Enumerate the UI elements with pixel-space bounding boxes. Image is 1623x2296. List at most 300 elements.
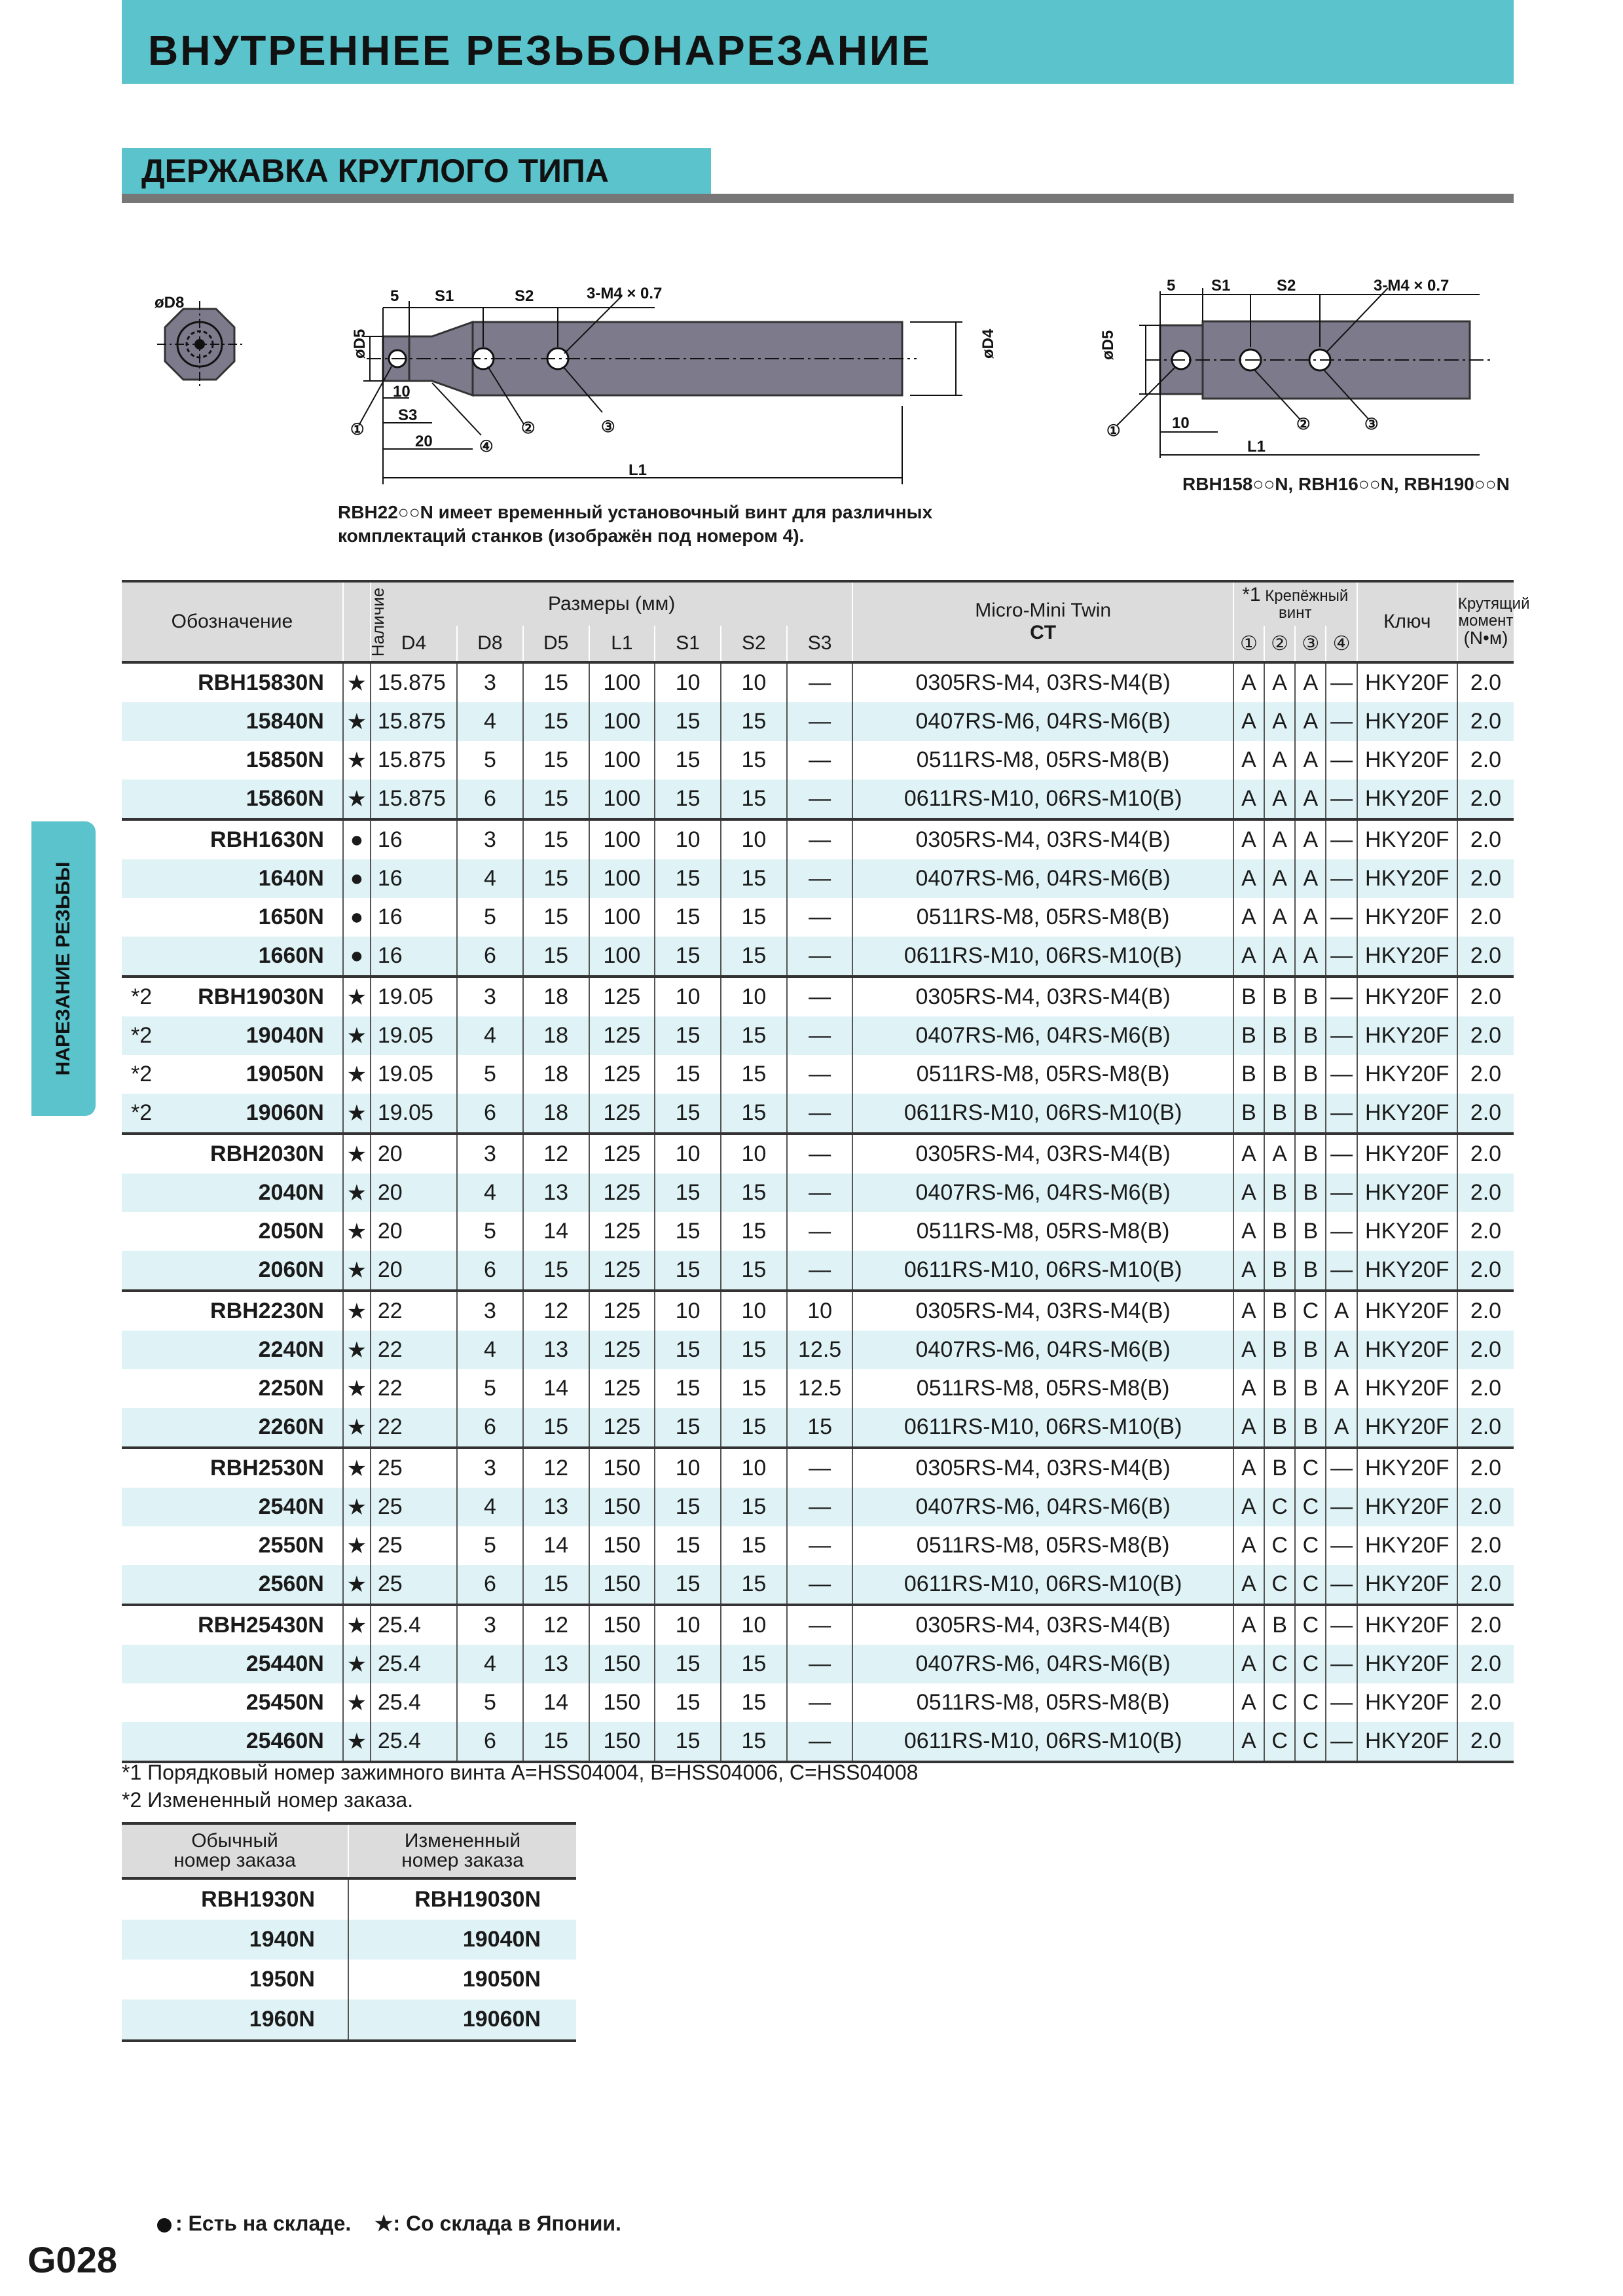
cell-ct: 0407RS-M6, 04RS-M6(B): [852, 1645, 1233, 1683]
cell-c1: A: [1233, 702, 1264, 741]
cell-ct: 0611RS-M10, 06RS-M10(B): [852, 1408, 1233, 1448]
cell-c4: —: [1326, 1251, 1357, 1291]
cell-c1: A: [1233, 741, 1264, 780]
table-row: [122, 1369, 1514, 1408]
label-5-right: 5: [1167, 277, 1176, 295]
cell-l1: 100: [589, 819, 655, 859]
cell-tq: 2.0: [1457, 898, 1514, 937]
cell-ct: 0305RS-M4, 03RS-M4(B): [852, 1134, 1233, 1174]
cell-s2: 15: [721, 1251, 787, 1291]
cell-c2: C: [1264, 1683, 1295, 1722]
cell-c2: B: [1264, 1448, 1295, 1488]
cell-tq: 2.0: [1457, 1134, 1514, 1174]
cell-designation: 1640N: [122, 859, 343, 898]
cell-ct: 0611RS-M10, 06RS-M10(B): [852, 1251, 1233, 1291]
cell-l1: 125: [589, 1331, 655, 1369]
cell-c1: A: [1233, 819, 1264, 859]
cell-c3: C: [1295, 1291, 1326, 1331]
cell-c2: B: [1264, 1055, 1295, 1094]
cell-c3: C: [1295, 1645, 1326, 1683]
cell-tq: 2.0: [1457, 1291, 1514, 1331]
cell-c2: B: [1264, 1174, 1295, 1212]
cell-d8: 4: [457, 1331, 523, 1369]
cell-s3: —: [787, 977, 853, 1016]
cell-l1: 125: [589, 977, 655, 1016]
cell-d8: 4: [457, 1645, 523, 1683]
cell-s1: 15: [655, 1488, 721, 1526]
cell-c3: C: [1295, 1683, 1326, 1722]
cell-ct: 0407RS-M6, 04RS-M6(B): [852, 1174, 1233, 1212]
cell-key: HKY20F: [1357, 1645, 1457, 1683]
cell-d8: 3: [457, 1291, 523, 1331]
label-10: 10: [393, 383, 410, 401]
cell-d5: 13: [523, 1488, 589, 1526]
col-key: Ключ: [1357, 581, 1457, 662]
cell-tq: 2.0: [1457, 662, 1514, 702]
order-row: [122, 2000, 576, 2041]
side-tab[interactable]: [31, 821, 96, 1116]
cell-c3: B: [1295, 1055, 1326, 1094]
cell-ct: 0305RS-M4, 03RS-M4(B): [852, 1291, 1233, 1331]
cell-d5: 15: [523, 1565, 589, 1605]
cell-c1: A: [1233, 1212, 1264, 1251]
cell-l1: 150: [589, 1683, 655, 1722]
cell-s2: 15: [721, 1016, 787, 1055]
label-circle-4: ④: [479, 438, 494, 456]
tool-drawings: [0, 0, 1623, 524]
cell-c2: B: [1264, 1331, 1295, 1369]
cell-c3: B: [1295, 977, 1326, 1016]
cell-l1: 125: [589, 1291, 655, 1331]
label-d5: øD5: [351, 329, 369, 359]
col-dims-group: Размеры (мм): [371, 581, 853, 626]
cell-tq: 2.0: [1457, 1016, 1514, 1055]
cell-key: HKY20F: [1357, 1094, 1457, 1134]
order-change-mark: *2: [131, 1100, 153, 1125]
label-d8: øD8: [155, 294, 185, 312]
cell-s3: —: [787, 1134, 853, 1174]
cell-st: ★: [343, 1448, 371, 1488]
cell-ct: 0305RS-M4, 03RS-M4(B): [852, 1448, 1233, 1488]
cell-c3: A: [1295, 859, 1326, 898]
cell-tq: 2.0: [1457, 1369, 1514, 1408]
cell-d8: 5: [457, 898, 523, 937]
cell-s1: 15: [655, 780, 721, 819]
cell-d5: 18: [523, 1016, 589, 1055]
cell-l1: 125: [589, 1134, 655, 1174]
cell-c1: A: [1233, 1488, 1264, 1526]
label-s2-right: S2: [1277, 277, 1296, 295]
cell-l1: 125: [589, 1055, 655, 1094]
cell-d5: 18: [523, 1094, 589, 1134]
table-row: [122, 1094, 1514, 1134]
cell-st: ★: [343, 1055, 371, 1094]
cell-d8: 6: [457, 1565, 523, 1605]
cell-tq: 2.0: [1457, 1683, 1514, 1722]
cell-s3: —: [787, 1645, 853, 1683]
cell-designation: 2040N: [122, 1174, 343, 1212]
cell-s3: —: [787, 859, 853, 898]
col-s1: S1: [655, 626, 721, 662]
cell-d4: 20: [371, 1251, 457, 1291]
cell-s3: —: [787, 1174, 853, 1212]
cell-l1: 150: [589, 1722, 655, 1762]
cell-s1: 15: [655, 1212, 721, 1251]
cell-d8: 5: [457, 1683, 523, 1722]
cell-s3: —: [787, 937, 853, 977]
cell-s3: —: [787, 1526, 853, 1565]
cell-tq: 2.0: [1457, 937, 1514, 977]
cell-c4: A: [1326, 1331, 1357, 1369]
cell-l1: 100: [589, 741, 655, 780]
cell-c2: B: [1264, 1408, 1295, 1448]
cell-s1: 10: [655, 1448, 721, 1488]
cell-tq: 2.0: [1457, 859, 1514, 898]
cell-s3: —: [787, 1016, 853, 1055]
cell-c4: —: [1326, 1212, 1357, 1251]
cell-designation: 2540N: [122, 1488, 343, 1526]
cell-c1: B: [1233, 1094, 1264, 1134]
label-d4: øD4: [979, 329, 997, 359]
cell-d5: 15: [523, 859, 589, 898]
holder-table-body: [122, 662, 1514, 1762]
cell-d5: 15: [523, 662, 589, 702]
cell-s1: 15: [655, 1722, 721, 1762]
cell-l1: 100: [589, 898, 655, 937]
table-row: [122, 1722, 1514, 1762]
cell-c3: B: [1295, 1016, 1326, 1055]
cell-c3: A: [1295, 819, 1326, 859]
cell-key: HKY20F: [1357, 1212, 1457, 1251]
cell-l1: 150: [589, 1488, 655, 1526]
cell-c2: A: [1264, 937, 1295, 977]
cell-l1: 150: [589, 1605, 655, 1645]
cell-c4: —: [1326, 1605, 1357, 1645]
cell-d5: 14: [523, 1212, 589, 1251]
cell-designation: 25440N: [122, 1645, 343, 1683]
cell-c4: —: [1326, 859, 1357, 898]
cell-c4: —: [1326, 1134, 1357, 1174]
cell-c3: B: [1295, 1174, 1326, 1212]
cell-ct: 0611RS-M10, 06RS-M10(B): [852, 1722, 1233, 1762]
cell-key: HKY20F: [1357, 1605, 1457, 1645]
cell-c1: A: [1233, 780, 1264, 819]
cell-s2: 10: [721, 1291, 787, 1331]
cell-d4: 16: [371, 898, 457, 937]
cell-c4: —: [1326, 1645, 1357, 1683]
order-row: [122, 1960, 576, 2000]
cell-l1: 150: [589, 1645, 655, 1683]
cell-d8: 4: [457, 1174, 523, 1212]
cell-c3: A: [1295, 741, 1326, 780]
cell-d8: 4: [457, 1016, 523, 1055]
cell-l1: 100: [589, 780, 655, 819]
cell-d5: 13: [523, 1645, 589, 1683]
cell-designation: 15850N: [246, 747, 324, 772]
cell-d4: 25: [371, 1488, 457, 1526]
cell-c4: A: [1326, 1408, 1357, 1448]
order-change-mark: *2: [131, 1023, 153, 1048]
cell-c2: B: [1264, 1291, 1295, 1331]
table-row: [122, 1212, 1514, 1251]
col-screw-1: ①: [1233, 626, 1264, 662]
cell-c4: —: [1326, 741, 1357, 780]
cell-key: HKY20F: [1357, 898, 1457, 937]
cell-s1: 15: [655, 1174, 721, 1212]
cell-s1: 10: [655, 977, 721, 1016]
cell-s1: 15: [655, 702, 721, 741]
cell-st: ★: [343, 1094, 371, 1134]
cell-st: ★: [343, 741, 371, 780]
cell-d8: 5: [457, 1369, 523, 1408]
label-l1-right: L1: [1247, 438, 1266, 456]
label-screw: 3-M4 × 0.7: [587, 285, 663, 302]
cell-st: ★: [343, 1251, 371, 1291]
cell-designation: 2260N: [122, 1408, 343, 1448]
table-row: [122, 702, 1514, 741]
cell-d5: 14: [523, 1683, 589, 1722]
cell-d4: 20: [371, 1134, 457, 1174]
cell-key: HKY20F: [1357, 1291, 1457, 1331]
cell-c3: B: [1295, 1408, 1326, 1448]
cell-s3: —: [787, 1683, 853, 1722]
cell-c4: —: [1326, 662, 1357, 702]
cell-c2: A: [1264, 780, 1295, 819]
cell-key: HKY20F: [1357, 1055, 1457, 1094]
cell-st: ★: [343, 662, 371, 702]
cell-d8: 6: [457, 1094, 523, 1134]
cell-c1: A: [1233, 1408, 1264, 1448]
col-ct: Micro-Mini Twin CT: [852, 581, 1233, 662]
table-row: [122, 1174, 1514, 1212]
cell-key: HKY20F: [1357, 1526, 1457, 1565]
cell-s1: 15: [655, 1408, 721, 1448]
cell-st: ★: [343, 1331, 371, 1369]
cell-ct: 0611RS-M10, 06RS-M10(B): [852, 1094, 1233, 1134]
cell-s3: —: [787, 898, 853, 937]
cell-d4: 25: [371, 1565, 457, 1605]
cell-key: HKY20F: [1357, 1488, 1457, 1526]
cell-c1: A: [1233, 1645, 1264, 1683]
cell-st: ★: [343, 1134, 371, 1174]
cell-key: HKY20F: [1357, 1134, 1457, 1174]
cell-ct: 0611RS-M10, 06RS-M10(B): [852, 937, 1233, 977]
cell-ct: 0305RS-M4, 03RS-M4(B): [852, 819, 1233, 859]
order-row: [122, 1920, 576, 1960]
cell-d4: 16: [371, 937, 457, 977]
cell-s3: —: [787, 1448, 853, 1488]
label-screw-right: 3-M4 × 0.7: [1374, 277, 1450, 295]
cell-d5: 15: [523, 780, 589, 819]
cell-key: HKY20F: [1357, 1174, 1457, 1212]
cell-c1: A: [1233, 1605, 1264, 1645]
cell-c4: —: [1326, 898, 1357, 937]
cell-s3: 15: [787, 1408, 853, 1448]
table-row: [122, 1683, 1514, 1722]
cell-l1: 150: [589, 1526, 655, 1565]
cell-d5: 15: [523, 1722, 589, 1762]
cell-st: ★: [343, 1369, 371, 1408]
cell-c3: B: [1295, 1212, 1326, 1251]
cell-tq: 2.0: [1457, 1565, 1514, 1605]
cell-d4: 20: [371, 1212, 457, 1251]
cell-ct: 0511RS-M8, 05RS-M8(B): [852, 1526, 1233, 1565]
cell-d4: 19.05: [371, 1016, 457, 1055]
cell-old-order: 1960N: [122, 2000, 348, 2041]
cell-ct: 0407RS-M6, 04RS-M6(B): [852, 1016, 1233, 1055]
cell-key: HKY20F: [1357, 1251, 1457, 1291]
cell-d5: 13: [523, 1174, 589, 1212]
cell-s2: 15: [721, 1645, 787, 1683]
label-l1: L1: [629, 461, 647, 479]
cell-l1: 100: [589, 937, 655, 977]
cell-s2: 15: [721, 898, 787, 937]
cell-c1: A: [1233, 1369, 1264, 1408]
table-row: [122, 1408, 1514, 1448]
cell-c2: A: [1264, 1134, 1295, 1174]
cell-ct: 0511RS-M8, 05RS-M8(B): [852, 1369, 1233, 1408]
cell-s1: 15: [655, 1369, 721, 1408]
cell-designation: 2050N: [258, 1219, 324, 1244]
japan-star-icon: ★: [374, 2212, 393, 2235]
cell-l1: 125: [589, 1251, 655, 1291]
label-10-right: 10: [1172, 414, 1190, 432]
label-s1: S1: [435, 287, 454, 305]
col-stock: Наличие: [343, 581, 371, 662]
cell-d8: 4: [457, 1488, 523, 1526]
cell-s3: —: [787, 1565, 853, 1605]
table-row: [122, 780, 1514, 819]
cell-c2: C: [1264, 1722, 1295, 1762]
cell-l1: 150: [589, 1448, 655, 1488]
cell-c2: B: [1264, 1605, 1295, 1645]
cell-s2: 15: [721, 1212, 787, 1251]
cell-designation: 25450N: [246, 1690, 324, 1715]
cell-d4: 15.875: [371, 780, 457, 819]
cell-c1: B: [1233, 977, 1264, 1016]
order-change-mark: *2: [131, 984, 153, 1009]
cell-s2: 15: [721, 1055, 787, 1094]
cell-c4: —: [1326, 819, 1357, 859]
cell-d5: 12: [523, 1605, 589, 1645]
label-circle-1: ①: [350, 421, 365, 439]
col-s3: S3: [787, 626, 853, 662]
cell-designation: *2 19040N: [122, 1016, 343, 1055]
cell-st: ★: [343, 1212, 371, 1251]
label-circle-3: ③: [601, 418, 615, 436]
cell-d5: 15: [523, 1408, 589, 1448]
cell-s1: 15: [655, 1331, 721, 1369]
cell-d4: 25.4: [371, 1683, 457, 1722]
cell-c3: C: [1295, 1488, 1326, 1526]
cell-l1: 125: [589, 1094, 655, 1134]
in-stock-dot-icon: [157, 2218, 172, 2233]
table-row: [122, 1331, 1514, 1369]
cell-s3: 12.5: [787, 1331, 853, 1369]
cell-key: HKY20F: [1357, 859, 1457, 898]
table-row: [122, 1251, 1514, 1291]
cell-new-order: 19040N: [348, 1920, 576, 1960]
right-tool-drawing: [1099, 277, 1493, 458]
label-s1-right: S1: [1211, 277, 1231, 295]
cell-s2: 15: [721, 1722, 787, 1762]
cell-l1: 125: [589, 1016, 655, 1055]
table-row: [122, 741, 1514, 780]
cell-tq: 2.0: [1457, 1645, 1514, 1683]
drawing-note-left: RBH22○○N имеет временный установочный винт для различных комплектаций станков (изображён под номером 4).: [338, 502, 933, 546]
cell-designation: 15840N: [122, 702, 343, 741]
cell-tq: 2.0: [1457, 741, 1514, 780]
cell-s3: —: [787, 662, 853, 702]
cell-key: HKY20F: [1357, 1448, 1457, 1488]
cell-d8: 6: [457, 1722, 523, 1762]
cell-s2: 10: [721, 1605, 787, 1645]
cell-s1: 15: [655, 1526, 721, 1565]
cell-c2: C: [1264, 1526, 1295, 1565]
cell-key: HKY20F: [1357, 1331, 1457, 1369]
cell-s2: 10: [721, 662, 787, 702]
cell-s1: 15: [655, 937, 721, 977]
cell-key: HKY20F: [1357, 1722, 1457, 1762]
cell-ct: 0407RS-M6, 04RS-M6(B): [852, 1331, 1233, 1369]
cell-c3: C: [1295, 1526, 1326, 1565]
cell-c2: C: [1264, 1488, 1295, 1526]
col-d8: D8: [457, 626, 523, 662]
cell-s3: —: [787, 780, 853, 819]
legend-japan-text: : Со склада в Японии.: [393, 2212, 621, 2235]
cell-st: ●: [343, 937, 371, 977]
cell-ct: 0511RS-M8, 05RS-M8(B): [852, 1055, 1233, 1094]
cell-s2: 10: [721, 1448, 787, 1488]
cell-d8: 3: [457, 1605, 523, 1645]
cell-s1: 10: [655, 662, 721, 702]
cell-c4: —: [1326, 1683, 1357, 1722]
cell-d5: 18: [523, 1055, 589, 1094]
table-row: [122, 1645, 1514, 1683]
cell-designation: 2240N: [122, 1331, 343, 1369]
cell-key: HKY20F: [1357, 1565, 1457, 1605]
cell-st: ★: [343, 1291, 371, 1331]
cell-s3: —: [787, 819, 853, 859]
col-d4: D4: [371, 626, 457, 662]
cell-s1: 10: [655, 1605, 721, 1645]
col-screw-3: ③: [1295, 626, 1326, 662]
left-tool-drawing: [350, 285, 997, 484]
cell-d8: 3: [457, 662, 523, 702]
table-row: [122, 662, 1514, 702]
footnote-screw: *1 Порядковый номер зажимного винта A=HSS04004, B=HSS04006, C=HSS04008: [122, 1761, 919, 1784]
stock-legend: [157, 2211, 621, 2236]
cell-old-order: 1950N: [249, 1967, 315, 1992]
cell-d4: 22: [371, 1369, 457, 1408]
cell-s3: —: [787, 1605, 853, 1645]
col-s2: S2: [721, 626, 787, 662]
label-d5-right: øD5: [1099, 330, 1117, 360]
cell-d4: 25.4: [371, 1605, 457, 1645]
cell-tq: 2.0: [1457, 1605, 1514, 1645]
table-row: [122, 1565, 1514, 1605]
cell-c2: B: [1264, 1094, 1295, 1134]
cell-s2: 15: [721, 1488, 787, 1526]
cell-s2: 10: [721, 819, 787, 859]
cell-d4: 15.875: [371, 702, 457, 741]
cell-d5: 15: [523, 702, 589, 741]
cell-tq: 2.0: [1457, 1408, 1514, 1448]
cell-d4: 19.05: [371, 977, 457, 1016]
cell-st: ★: [343, 1605, 371, 1645]
label-circle-1-right: ①: [1106, 422, 1121, 440]
cell-l1: 100: [589, 702, 655, 741]
